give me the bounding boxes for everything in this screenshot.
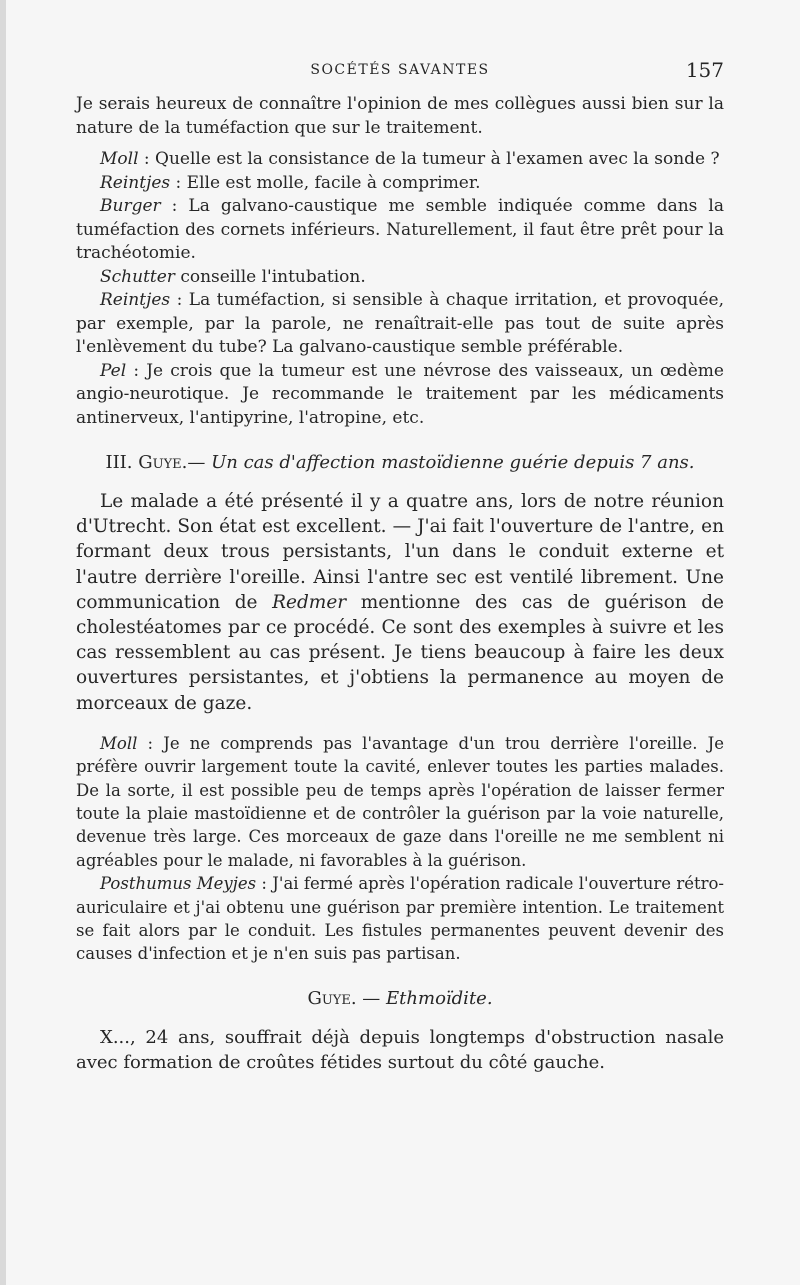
speaker-name: Reintjes (100, 290, 171, 310)
speaker-name: Schutter (100, 266, 175, 287)
paragraph-reintjes (76, 172, 724, 196)
section-title: Ethmoïdite. (386, 987, 493, 1009)
discussion-block-1 (76, 93, 724, 430)
paragraph-text: Le malade a été présenté il y a quatre ans, lors de notre réunion d'Utrecht. Son état est excellent. — J'ai fait l'ouverture de l'antre, en formant deux trous persistants, l'un dans le conduit externe et l'autre derrière l'oreille. Ainsi l'antre sec est ventilé librement. Une communication de (76, 491, 724, 613)
running-header (76, 58, 724, 82)
section-title: Un cas d'affection mastoïdienne guérie depuis 7 ans. (211, 452, 695, 473)
running-title: SOCÉTÉS SAVANTES (310, 62, 490, 78)
cited-name: Redmer (272, 591, 347, 613)
section-heading-ethmoidite (76, 988, 724, 1009)
section-author: Guye (138, 452, 182, 473)
paragraph-text: : J'ai fermé après l'opération radicale l'ouverture rétro-auriculaire et j'ai obtenu une guérison par première intention. Le traitement se fait alors par le conduit. Les fistules permanentes peuvent devenir des causes d'infection et je n'en suis pas partisan. (76, 874, 724, 964)
paragraph-text: : La galvano-caustique me semble indiquée comme dans la tuméfaction des cornets inférieurs. Naturellement, il faut être prêt pour la trachéotomie. (76, 196, 724, 263)
paragraph-schutter (76, 266, 724, 290)
paragraph-text: : La tuméfaction, si sensible à chaque irritation, et provoquée, par exemple, par la parole, ne renaîtrait-elle pas tout de suite après l'enlèvement du tube? La galvano-caustique semble préférable. (76, 290, 724, 357)
paragraph-text: mentionne des cas de guérison de cholestéatomes par ce procédé. Ce sont des exemples à suivre et les cas ressemblent au cas présent. Je tiens beaucoup à faire les deux ouvertures persistantes, et j'obtiens la permanence au moyen de morceaux de gaze. (76, 591, 724, 714)
speaker-name: Burger (100, 196, 161, 216)
page-edge (0, 0, 6, 1285)
paragraph-text: conseille l'intubation. (174, 266, 366, 287)
section-dash: . — (350, 987, 387, 1009)
paragraph-moll (76, 148, 724, 172)
speaker-name: Moll (100, 733, 138, 753)
section-author: Guye (307, 987, 351, 1009)
speaker-name: Reintjes (100, 172, 171, 193)
discussion-block-2 (76, 732, 724, 966)
section-numeral: III. (105, 452, 139, 473)
ethmoidite-block (76, 1025, 724, 1075)
ethmoidite-paragraph: X..., 24 ans, souffrait déjà depuis longtemps d'obstruction nasale avec formation de croûtes fétides surtout du côté gauche. (76, 1026, 724, 1073)
paragraph-text: : Je crois que la tumeur est une névrose des vaisseaux, un œdème angio-neurotique. Je recommande le traitement par les médicaments antinerveux, l'antipyrine, l'atropine, etc. (76, 360, 724, 428)
paragraph-pel (76, 360, 724, 431)
page-number: 157 (685, 58, 724, 82)
opening-paragraph: Je serais heureux de connaître l'opinion de mes collègues aussi bien sur la nature de la tuméfaction que sur le traitement. (76, 94, 724, 138)
section-dash: .— (181, 452, 212, 473)
speaker-name: Moll (100, 149, 139, 169)
section-heading-iii (76, 452, 724, 473)
page-body (76, 93, 724, 1075)
paragraph-text: : Je ne comprends pas l'avantage d'un trou derrière l'oreille. Je préfère ouvrir largement toute la cavité, enlever toutes les parties malades. De la sorte, il est possible peu de temps après l'opération de laisser fermer toute la plaie mastoïdienne et de contrôler la guérison par la voie naturelle, devenue très large. Ces morceaux de gaze dans l'oreille ne me semblent ni agréables pour le malade, ni favorables à la guérison. (76, 733, 724, 870)
paragraph-moll-2 (76, 732, 724, 872)
speaker-name: Posthumus Meyjes (100, 874, 257, 894)
case-report-block (76, 489, 724, 716)
speaker-name: Pel (100, 360, 127, 381)
paragraph-posthumus-meyjes (76, 872, 724, 966)
paragraph-text: : Elle est molle, facile à comprimer. (170, 172, 481, 193)
paragraph-burger (76, 195, 724, 266)
case-paragraph (76, 489, 724, 716)
paragraph-text: : Quelle est la consistance de la tumeur à l'examen avec la sonde ? (138, 149, 720, 169)
paragraph-reintjes-2 (76, 289, 724, 360)
